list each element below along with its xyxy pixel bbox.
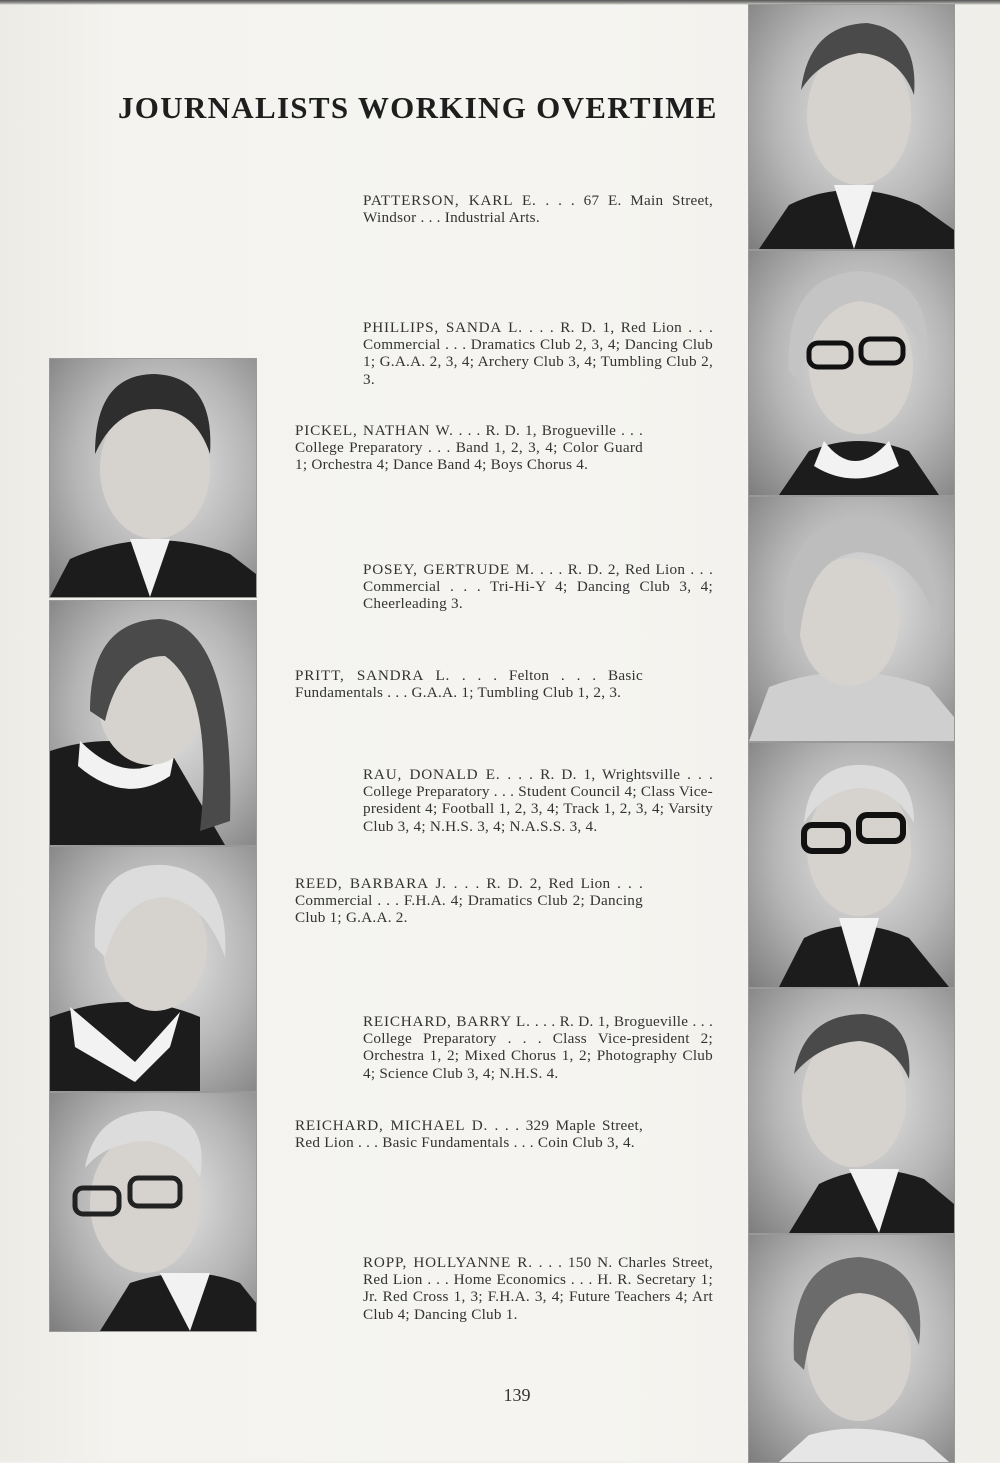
portrait-glasses-photo <box>749 743 954 987</box>
photo-reichard-barry <box>748 988 955 1234</box>
portrait-male-photo <box>749 989 954 1233</box>
portrait-female-photo <box>50 847 256 1091</box>
photo-pickel <box>49 358 257 598</box>
entry-posey: POSEY, GERTRUDE M. . . . R. D. 2, Red Lion . . . Commercial . . . Tri-Hi-Y 4; Dancing Club 3, 4; Cheerleading 3. <box>363 561 714 613</box>
portrait-male-photo <box>749 5 954 249</box>
entry-patterson: PATTERSON, KARL E. . . . 67 E. Main Street, Windsor . . . Industrial Arts. <box>363 192 713 227</box>
photo-reichard-michael <box>49 1092 257 1332</box>
entry-reichard-barry: REICHARD, BARRY L. . . . R. D. 1, Brogueville . . . College Preparatory . . . Class Vice-president 2; Orchestra 1, 2; Mixed Chorus 1, 2; Photography Club 4; Science Club 3, 4; N.H.S. 4. <box>363 1013 713 1082</box>
photo-patterson <box>748 4 955 250</box>
entry-rau: RAU, DONALD E. . . . R. D. 1, Wrightsville . . . College Preparatory . . . Student Council 4; Class Vice-president 4; Football 1, 2, 3, 4; Track 1, 2, 3, 4; Varsity Club 3, 4; N.H.S. 3, 4; N.A.S.S. 3, 4. <box>363 766 714 835</box>
portrait-glasses-photo <box>749 251 954 495</box>
portrait-female-photo <box>50 601 256 845</box>
entry-ropp: ROPP, HOLLYANNE R. . . . 150 N. Charles Street, Red Lion . . . Home Economics . . . H. R. Secretary 1; Jr. Red Cross 1, 3; F.H.A. 3, 4; Future Teachers 4; Art Club 4; Dancing Club 1. <box>363 1254 713 1323</box>
entry-pritt: PRITT, SANDRA L. . . . Felton . . . Basic Fundamentals . . . G.A.A. 1; Tumbling Club 1, 2, 3. <box>295 667 643 702</box>
portrait-glasses-photo <box>50 1093 256 1331</box>
portrait-female-photo <box>749 1235 954 1462</box>
photo-posey <box>748 496 955 742</box>
page-number: 139 <box>503 1385 531 1405</box>
photo-rau <box>748 742 955 988</box>
entry-pickel: PICKEL, NATHAN W. . . . R. D. 1, Brogueville . . . College Preparatory . . . Band 1, 2, 3, 4; Color Guard 1; Orchestra 4; Dance Band 4; Boys Chorus 4. <box>295 422 643 474</box>
entry-phillips: PHILLIPS, SANDA L. . . . R. D. 1, Red Lion . . . Commercial . . . Dramatics Club 2, 3, 4; Dancing Club 1; G.A.A. 2, 3, 4; Archery Club 3, 4; Tumbling Club 2, 3. <box>363 319 713 388</box>
photo-reed <box>49 846 257 1092</box>
photo-ropp <box>748 1234 955 1463</box>
page-title: JOURNALISTS WORKING OVERTIME <box>118 90 718 125</box>
entry-reed: REED, BARBARA J. . . . R. D. 2, Red Lion . . . Commercial . . . F.H.A. 4; Dramatics Club 2; Dancing Club 1; G.A.A. 2. <box>295 875 644 927</box>
entry-reichard-michael: REICHARD, MICHAEL D. . . . 329 Maple Street, Red Lion . . . Basic Fundamentals . . . Coin Club 3, 4. <box>295 1117 643 1152</box>
photo-pritt <box>49 600 257 846</box>
portrait-female-photo <box>749 497 954 741</box>
portrait-male-photo <box>50 359 256 597</box>
photo-phillips <box>748 250 955 496</box>
